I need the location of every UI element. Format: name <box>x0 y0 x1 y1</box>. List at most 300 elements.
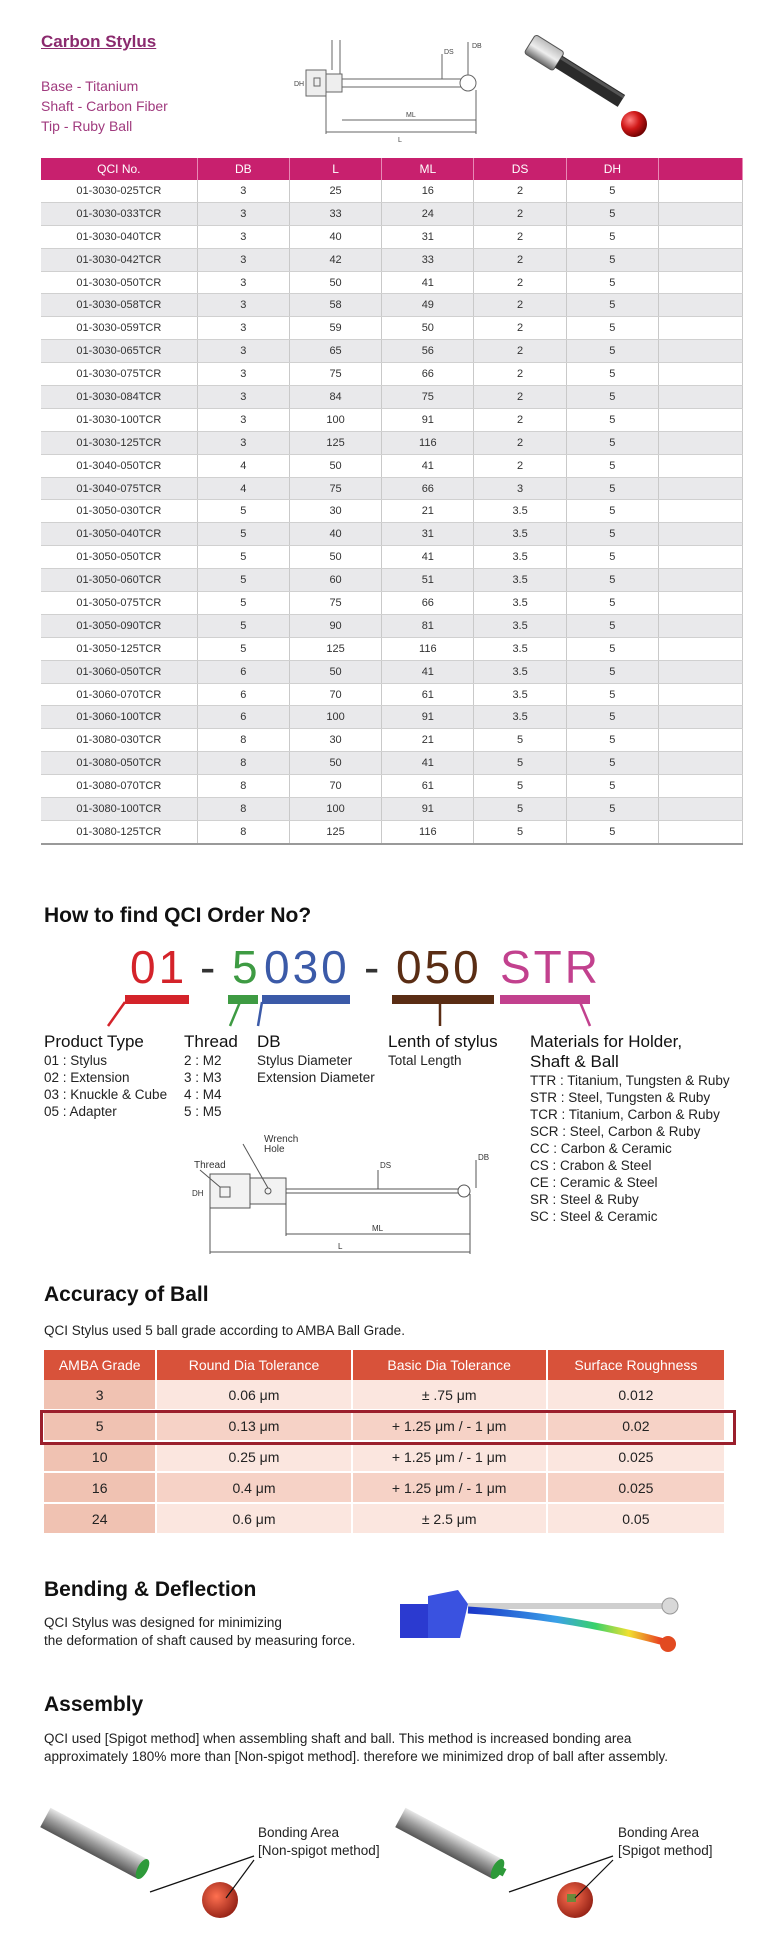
table-cell: 01-3030-059TCR <box>41 317 197 340</box>
table-cell: 3 <box>197 408 289 431</box>
bonding-label-spigot: Bonding Area [Spigot method] <box>618 1825 713 1858</box>
order-dimension-drawing <box>188 1130 488 1260</box>
table-cell: 3 <box>197 180 289 202</box>
table-cell: 5 <box>566 248 658 271</box>
label-dh: DH <box>294 81 305 88</box>
table-cell-empty <box>659 683 743 706</box>
table-cell: 50 <box>289 546 381 569</box>
table-cell: 01-3030-084TCR <box>41 386 197 409</box>
table-cell: 01-3030-125TCR <box>41 431 197 454</box>
accuracy-row <box>44 1380 725 1410</box>
label-db-mid: DB <box>478 1153 490 1162</box>
table-cell: 5 <box>566 523 658 546</box>
table-cell-empty <box>659 523 743 546</box>
stylus-product-image <box>520 40 670 140</box>
table-cell: 01-3030-042TCR <box>41 248 197 271</box>
table-cell: 6 <box>197 660 289 683</box>
table-cell: 70 <box>289 775 381 798</box>
table-cell: 01-3030-075TCR <box>41 363 197 386</box>
accuracy-row <box>44 1472 725 1503</box>
table-row <box>41 180 743 202</box>
table-cell: 3 <box>197 431 289 454</box>
table-cell: 5 <box>566 454 658 477</box>
label-ds: DS <box>444 49 454 56</box>
table-row <box>41 408 743 431</box>
table-cell: 6 <box>197 706 289 729</box>
table-cell: 3 <box>474 477 566 500</box>
accuracy-header-row <box>44 1350 725 1380</box>
table-cell: 5 <box>197 500 289 523</box>
label-db: DB <box>472 43 482 50</box>
table-cell: 91 <box>382 798 474 821</box>
table-cell: 01-3060-050TCR <box>41 660 197 683</box>
table-cell-empty <box>659 775 743 798</box>
table-cell: 8 <box>197 752 289 775</box>
table-cell: 66 <box>382 592 474 615</box>
table-cell: 100 <box>289 798 381 821</box>
accuracy-cell: ± 2.5 μm <box>352 1503 547 1534</box>
col-round-dia: Round Dia Tolerance <box>156 1350 351 1380</box>
table-cell-empty <box>659 225 743 248</box>
table-cell: 5 <box>566 340 658 363</box>
table-cell: 3 <box>197 294 289 317</box>
table-cell: 01-3050-040TCR <box>41 523 197 546</box>
table-cell-empty <box>659 340 743 363</box>
table-cell: 125 <box>289 431 381 454</box>
table-cell-empty <box>659 271 743 294</box>
table-cell: 2 <box>474 225 566 248</box>
table-cell: 3.5 <box>474 614 566 637</box>
ruby-ball-icon <box>621 111 647 137</box>
table-cell: 84 <box>289 386 381 409</box>
accuracy-cell: 0.25 μm <box>156 1441 351 1472</box>
label-ds-mid: DS <box>380 1161 392 1170</box>
table-cell: 2 <box>474 180 566 202</box>
stylus-dimension-drawing <box>292 34 514 144</box>
table-cell: 01-3050-090TCR <box>41 614 197 637</box>
table-cell: 100 <box>289 408 381 431</box>
table-cell: 5 <box>566 660 658 683</box>
table-cell: 2 <box>474 386 566 409</box>
table-row <box>41 500 743 523</box>
table-cell: 125 <box>289 820 381 843</box>
table-cell: 21 <box>382 729 474 752</box>
table-cell: 01-3080-070TCR <box>41 775 197 798</box>
accuracy-cell: + 1.25 μm / - 1 μm <box>352 1410 547 1441</box>
table-row <box>41 523 743 546</box>
table-cell: 5 <box>197 592 289 615</box>
table-cell: 33 <box>289 202 381 225</box>
table-cell-empty <box>659 363 743 386</box>
table-cell: 5 <box>474 798 566 821</box>
bonding-label-non-spigot: Bonding Area [Non-spigot method] <box>258 1825 380 1858</box>
table-row <box>41 317 743 340</box>
table-cell: 2 <box>474 454 566 477</box>
table-cell-empty <box>659 569 743 592</box>
table-cell: 5 <box>566 225 658 248</box>
table-cell: 01-3080-030TCR <box>41 729 197 752</box>
table-cell: 2 <box>474 271 566 294</box>
table-cell: 2 <box>474 431 566 454</box>
table-cell: 116 <box>382 820 474 843</box>
stylus-table <box>41 158 743 845</box>
table-row <box>41 386 743 409</box>
table-cell: 3.5 <box>474 546 566 569</box>
table-cell: 51 <box>382 569 474 592</box>
table-cell: 58 <box>289 294 381 317</box>
table-cell: 56 <box>382 340 474 363</box>
table-cell: 41 <box>382 454 474 477</box>
table-row <box>41 202 743 225</box>
table-row <box>41 271 743 294</box>
code-length: 050 <box>396 941 482 993</box>
legend-product-type: Product Type 01 : Stylus 02 : Extension 03 : Knuckle & Cube 05 : Adapter <box>44 1032 168 1119</box>
table-cell: 2 <box>474 248 566 271</box>
table-cell: 4 <box>197 477 289 500</box>
table-cell: 8 <box>197 729 289 752</box>
table-cell: 75 <box>382 386 474 409</box>
code-db: 030 <box>264 941 350 993</box>
accuracy-cell: 0.4 μm <box>156 1472 351 1503</box>
table-cell: 01-3030-025TCR <box>41 180 197 202</box>
table-cell: 01-3060-100TCR <box>41 706 197 729</box>
table-cell: 5 <box>566 431 658 454</box>
table-cell: 2 <box>474 363 566 386</box>
product-specs <box>41 76 168 136</box>
table-cell: 100 <box>289 706 381 729</box>
table-cell: 3 <box>197 202 289 225</box>
table-cell: 3 <box>197 363 289 386</box>
label-l: L <box>398 137 402 144</box>
table-cell-empty <box>659 752 743 775</box>
table-cell: 5 <box>566 775 658 798</box>
legend-materials: Materials for Holder, Shaft & Ball TTR : Titanium, Tungsten & Ruby STR : Steel, Tungsten & Ruby TCR : Titanium, Carbon & Ruby SCR : Steel, Carbon & Ruby CC : Carbon & Ceramic CS : Crabon & Steel CE : Ceramic & Steel SR : Steel & Ruby SC : Steel & Ceramic <box>530 1032 730 1224</box>
table-cell: 60 <box>289 569 381 592</box>
table-cell: 2 <box>474 408 566 431</box>
accuracy-cell: ± .75 μm <box>352 1380 547 1410</box>
table-cell: 2 <box>474 294 566 317</box>
grade-5-highlight <box>40 1410 736 1445</box>
accuracy-cell: + 1.25 μm / - 1 μm <box>352 1472 547 1503</box>
table-cell: 5 <box>566 317 658 340</box>
table-cell-empty <box>659 180 743 202</box>
table-cell: 8 <box>197 775 289 798</box>
table-cell-empty <box>659 500 743 523</box>
col-ds: DS <box>474 158 566 180</box>
bending-line1: QCI Stylus was designed for minimizing <box>44 1615 282 1630</box>
legend-db: DB Stylus Diameter Extension Diameter <box>257 1032 375 1085</box>
accuracy-cell: 5 <box>44 1410 156 1441</box>
table-row <box>41 683 743 706</box>
table-row <box>41 660 743 683</box>
accuracy-cell: 3 <box>44 1380 156 1410</box>
table-row <box>41 294 743 317</box>
assembly-heading: Assembly <box>44 1693 144 1716</box>
table-cell: 42 <box>289 248 381 271</box>
spec-tip: Tip - Ruby Ball <box>41 118 133 134</box>
col-db: DB <box>197 158 289 180</box>
table-cell: 3.5 <box>474 500 566 523</box>
table-cell: 5 <box>566 683 658 706</box>
accuracy-cell: 0.025 <box>547 1441 725 1472</box>
order-heading: How to find QCI Order No? <box>44 904 312 927</box>
table-cell: 3 <box>197 340 289 363</box>
table-cell: 5 <box>566 294 658 317</box>
table-cell: 8 <box>197 820 289 843</box>
table-row <box>41 363 743 386</box>
table-cell: 5 <box>566 386 658 409</box>
accuracy-cell: 16 <box>44 1472 156 1503</box>
table-cell: 3 <box>197 386 289 409</box>
table-cell: 66 <box>382 363 474 386</box>
accuracy-heading: Accuracy of Ball <box>44 1283 209 1306</box>
accuracy-cell: 0.06 μm <box>156 1380 351 1410</box>
table-cell: 4 <box>197 454 289 477</box>
table-cell: 01-3080-100TCR <box>41 798 197 821</box>
table-cell: 59 <box>289 317 381 340</box>
spec-base: Base - Titanium <box>41 78 139 94</box>
table-cell: 81 <box>382 614 474 637</box>
table-cell: 8 <box>197 798 289 821</box>
table-cell: 01-3040-050TCR <box>41 454 197 477</box>
table-cell-empty <box>659 202 743 225</box>
accuracy-desc: QCI Stylus used 5 ball grade according to AMBA Ball Grade. <box>44 1323 405 1338</box>
code-product-type: 01 <box>130 941 188 993</box>
table-cell: 61 <box>382 775 474 798</box>
accuracy-cell: 0.13 μm <box>156 1410 351 1441</box>
table-cell: 90 <box>289 614 381 637</box>
table-cell: 3 <box>197 248 289 271</box>
table-cell: 5 <box>197 523 289 546</box>
table-cell: 5 <box>566 500 658 523</box>
table-cell: 5 <box>197 614 289 637</box>
col-empty <box>659 158 743 180</box>
table-cell: 5 <box>566 752 658 775</box>
table-cell-empty <box>659 408 743 431</box>
table-cell: 5 <box>566 706 658 729</box>
table-cell: 2 <box>474 317 566 340</box>
table-cell: 5 <box>566 202 658 225</box>
table-row <box>41 820 743 843</box>
table-cell: 75 <box>289 477 381 500</box>
table-cell: 40 <box>289 225 381 248</box>
table-cell: 5 <box>566 729 658 752</box>
table-cell: 5 <box>566 637 658 660</box>
table-row <box>41 225 743 248</box>
accuracy-cell: 0.6 μm <box>156 1503 351 1534</box>
spigot-image <box>395 1800 625 1925</box>
table-row <box>41 614 743 637</box>
table-cell-empty <box>659 660 743 683</box>
table-row <box>41 798 743 821</box>
table-cell: 5 <box>566 546 658 569</box>
bending-line2: the deformation of shaft caused by measuring force. <box>44 1633 356 1648</box>
table-cell: 50 <box>382 317 474 340</box>
table-cell-empty <box>659 820 743 843</box>
non-spigot-image <box>40 1800 270 1925</box>
table-cell-empty <box>659 729 743 752</box>
table-cell: 01-3060-070TCR <box>41 683 197 706</box>
legend-length: Lenth of stylus Total Length <box>388 1032 498 1068</box>
table-cell: 3.5 <box>474 523 566 546</box>
table-cell: 01-3050-125TCR <box>41 637 197 660</box>
table-cell: 50 <box>289 271 381 294</box>
assembly-line2: approximately 180% more than [Non-spigot method]. therefore we minimized drop of ball after assembly. <box>44 1749 669 1764</box>
table-cell: 5 <box>566 408 658 431</box>
table-cell-empty <box>659 798 743 821</box>
table-row <box>41 546 743 569</box>
table-cell-empty <box>659 431 743 454</box>
table-cell: 01-3080-125TCR <box>41 820 197 843</box>
col-amba-grade: AMBA Grade <box>44 1350 156 1380</box>
table-cell-empty <box>659 386 743 409</box>
accuracy-row <box>44 1503 725 1534</box>
accuracy-cell: 0.025 <box>547 1472 725 1503</box>
table-cell: 5 <box>566 592 658 615</box>
table-cell: 2 <box>474 202 566 225</box>
table-cell: 5 <box>474 820 566 843</box>
table-cell: 01-3080-050TCR <box>41 752 197 775</box>
spec-shaft: Shaft - Carbon Fiber <box>41 98 168 114</box>
table-row <box>41 454 743 477</box>
table-cell-empty <box>659 248 743 271</box>
table-cell: 66 <box>382 477 474 500</box>
code-dash-1: - <box>200 941 219 993</box>
product-title: Carbon Stylus <box>41 32 157 51</box>
col-basic-dia: Basic Dia Tolerance <box>352 1350 547 1380</box>
table-row <box>41 340 743 363</box>
table-row <box>41 569 743 592</box>
table-cell: 3.5 <box>474 637 566 660</box>
table-cell: 01-3050-060TCR <box>41 569 197 592</box>
table-cell: 116 <box>382 637 474 660</box>
code-materials: STR <box>500 941 601 993</box>
table-row <box>41 775 743 798</box>
accuracy-row <box>44 1441 725 1472</box>
table-cell-empty <box>659 546 743 569</box>
table-cell-empty <box>659 477 743 500</box>
table-cell: 3 <box>197 317 289 340</box>
table-cell: 41 <box>382 660 474 683</box>
table-cell: 70 <box>289 683 381 706</box>
table-cell: 40 <box>289 523 381 546</box>
table-cell: 50 <box>289 454 381 477</box>
table-cell: 01-3030-050TCR <box>41 271 197 294</box>
code-thread: 5 <box>232 941 261 993</box>
table-cell: 5 <box>197 546 289 569</box>
table-cell: 25 <box>289 180 381 202</box>
table-row <box>41 248 743 271</box>
table-cell: 30 <box>289 729 381 752</box>
col-dh: DH <box>566 158 658 180</box>
table-cell: 01-3030-040TCR <box>41 225 197 248</box>
table-cell: 5 <box>197 637 289 660</box>
deflection-simulation-image <box>398 1576 688 1666</box>
table-cell: 31 <box>382 225 474 248</box>
table-cell: 31 <box>382 523 474 546</box>
label-ml-mid: ML <box>372 1224 384 1233</box>
table-cell: 5 <box>566 569 658 592</box>
label-wrench: Wrench <box>264 1134 299 1145</box>
accuracy-cell: 24 <box>44 1503 156 1534</box>
table-cell: 91 <box>382 408 474 431</box>
table-cell: 41 <box>382 752 474 775</box>
assembly-line1: QCI used [Spigot method] when assembling shaft and ball. This method is increased bonding area <box>44 1731 632 1746</box>
table-cell: 61 <box>382 683 474 706</box>
table-cell: 41 <box>382 546 474 569</box>
table-cell: 75 <box>289 592 381 615</box>
table-cell: 01-3050-030TCR <box>41 500 197 523</box>
label-ml: ML <box>406 112 416 119</box>
table-cell: 01-3030-058TCR <box>41 294 197 317</box>
table-row <box>41 431 743 454</box>
table-cell: 33 <box>382 248 474 271</box>
table-row <box>41 592 743 615</box>
table-cell-empty <box>659 592 743 615</box>
label-thread: Thread <box>194 1160 226 1171</box>
col-l: L <box>289 158 381 180</box>
table-cell-empty <box>659 706 743 729</box>
col-ml: ML <box>382 158 474 180</box>
table-cell-empty <box>659 454 743 477</box>
table-cell: 91 <box>382 706 474 729</box>
table-cell: 24 <box>382 202 474 225</box>
table-cell: 3.5 <box>474 683 566 706</box>
table-row <box>41 729 743 752</box>
table-cell: 16 <box>382 180 474 202</box>
table-cell-empty <box>659 637 743 660</box>
table-row <box>41 752 743 775</box>
bending-heading: Bending & Deflection <box>44 1578 257 1601</box>
table-cell: 01-3040-075TCR <box>41 477 197 500</box>
table-cell: 50 <box>289 752 381 775</box>
table-cell: 3.5 <box>474 706 566 729</box>
table-cell: 65 <box>289 340 381 363</box>
label-hole: Hole <box>264 1144 285 1155</box>
table-cell: 5 <box>474 775 566 798</box>
table-cell: 6 <box>197 683 289 706</box>
table-cell: 5 <box>197 569 289 592</box>
table-cell: 21 <box>382 500 474 523</box>
table-cell: 5 <box>566 271 658 294</box>
table-cell: 5 <box>566 363 658 386</box>
table-cell: 01-3030-100TCR <box>41 408 197 431</box>
accuracy-cell: 0.05 <box>547 1503 725 1534</box>
table-header-row <box>41 158 743 180</box>
table-cell: 01-3030-033TCR <box>41 202 197 225</box>
table-cell: 50 <box>289 660 381 683</box>
table-cell: 01-3030-065TCR <box>41 340 197 363</box>
legend-thread: Thread 2 : M2 3 : M3 4 : M4 5 : M5 <box>184 1032 238 1119</box>
table-cell-empty <box>659 614 743 637</box>
table-cell-empty <box>659 317 743 340</box>
label-l-mid: L <box>338 1242 343 1251</box>
table-cell: 5 <box>566 820 658 843</box>
col-qci-no: QCI No. <box>41 158 197 180</box>
accuracy-cell: 0.02 <box>547 1410 725 1441</box>
col-surface: Surface Roughness <box>547 1350 725 1380</box>
table-cell: 49 <box>382 294 474 317</box>
table-cell: 3.5 <box>474 660 566 683</box>
table-cell: 01-3050-050TCR <box>41 546 197 569</box>
table-cell: 5 <box>566 614 658 637</box>
label-dh-mid: DH <box>192 1189 204 1198</box>
table-cell: 125 <box>289 637 381 660</box>
accuracy-cell: 0.012 <box>547 1380 725 1410</box>
table-cell: 75 <box>289 363 381 386</box>
table-cell: 3 <box>197 225 289 248</box>
table-row <box>41 637 743 660</box>
